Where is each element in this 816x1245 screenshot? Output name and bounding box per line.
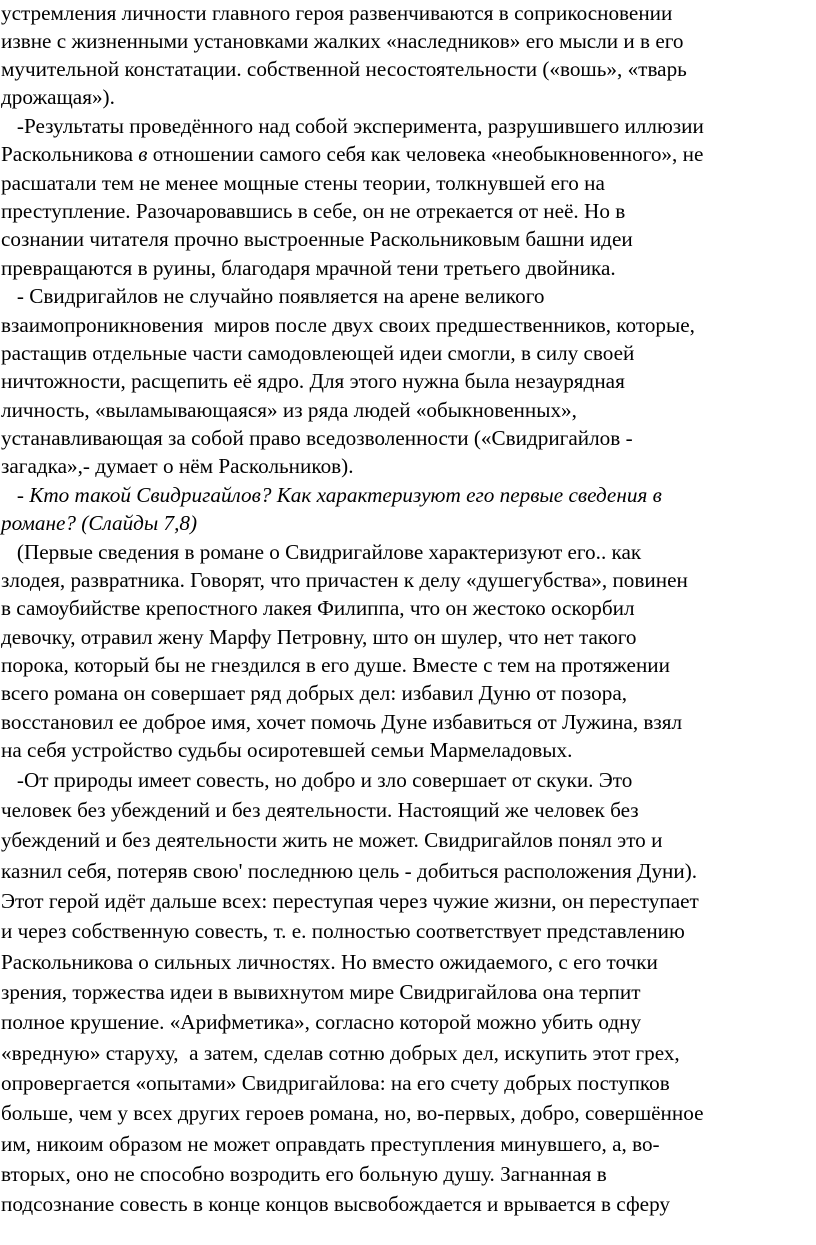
text-line: преступление. Разочаровавшись в себе, он не отрекается от неё. Но в — [1, 199, 626, 223]
text-line: извне с жизненными установками жалких «наследников» его мысли и в его — [1, 29, 684, 53]
text-line: полное крушение. «Арифметика», согласно которой можно убить одну — [1, 1010, 642, 1034]
italic-word: в — [138, 142, 148, 166]
text-line: - Свидригайлов не случайно появляется на арене великого — [1, 284, 545, 308]
italic-question: Кто такой Свидригайлов? Как характеризуют его первые сведения в — [29, 483, 662, 507]
text-line: злодея, развратника. Говорят, что причастен к делу «душегубства», повинен — [1, 568, 688, 592]
text-line: -Результаты проведённого над собой эксперимента, разрушившего иллюзии — [1, 114, 704, 138]
text-line: загадка»,- думает о нём Раскольников). — [1, 454, 354, 478]
text-line: сознании читателя прочно выстроенные Раскольниковым башни идеи — [1, 227, 633, 251]
text-line: зрения, торжества идеи в вывихнутом мире Свидригайлова она терпит — [1, 980, 641, 1004]
text-line: личность, «выламывающаяся» из ряда людей «обыкновенных», — [1, 398, 577, 422]
text-line: порока, который бы не гнездился в его душе. Вместе с тем на протяжении — [1, 653, 670, 677]
question-line: романе? (Слайды 7,8) — [1, 511, 198, 535]
text-span: - — [1, 483, 30, 507]
text-line — [1, 140, 703, 168]
text-line: подсознание совесть в конце концов высвобождается и врывается в сферу — [1, 1192, 670, 1216]
text-line: взаимопроникновения миров после двух своих предшественников, которые, — [1, 313, 695, 337]
question-line — [1, 481, 662, 509]
text-span: Раскольникова — [1, 142, 133, 166]
text-line: дрожащая»). — [1, 85, 115, 109]
text-line: убеждений и без деятельности жить не может. Свидригайлов понял это и — [1, 828, 663, 852]
text-line: опровергается «опытами» Свидригайлова: на его счету добрых поступков — [1, 1071, 670, 1095]
text-line: Раскольникова о сильных личностях. Но вместо ожидаемого, с его точки — [1, 950, 658, 974]
text-line: девочку, отравил жену Марфу Петровну, што он шулер, что нет такого — [1, 625, 637, 649]
text-line: ничтожности, расщепить её ядро. Для этого нужна была незаурядная — [1, 369, 625, 393]
text-line: устанавливающая за собой право вседозволенности («Свидригайлов - — [1, 426, 633, 450]
text-line: казнил себя, потеряв свою' последнюю цель - добиться расположения Дуни). — [1, 859, 698, 883]
text-line: Этот герой идёт дальше всех: переступая через чужие жизни, он переступает — [1, 889, 699, 913]
text-line: и через собственную совесть, т. е. полностью соответствует представлению — [1, 919, 685, 943]
text-line: человек без убеждений и без деятельности. Настоящий же человек без — [1, 798, 639, 822]
text-line: -От природы имеет совесть, но добро и зло совершает от скуки. Это — [1, 768, 633, 792]
text-line: расшатали тем не менее мощные стены теории, толкнувшей его на — [1, 171, 605, 195]
text-line: больше, чем у всех других героев романа, но, во-первых, добро, совершённое — [1, 1101, 704, 1125]
text-line: устремления личности главного героя развенчиваются в соприкосновении — [1, 1, 673, 25]
text-line: (Первые сведения в романе о Свидригайлове характеризуют его.. как — [1, 540, 642, 564]
text-line: на себя устройство судьбы осиротевшей семьи Мармеладовых. — [1, 738, 573, 762]
text-line: мучительной констатации. собственной несостоятельности («вошь», «тварь — [1, 57, 687, 81]
text-line: «вредную» старуху, а затем, сделав сотню добрых дел, искупить этот грех, — [1, 1041, 680, 1065]
text-line: растащив отдельные части самодовлеющей идеи смогли, в силу своей — [1, 341, 635, 365]
text-line: всего романа он совершает ряд добрых дел: избавил Дуню от позора, — [1, 681, 628, 705]
text-line: восстановил ее доброе имя, хочет помочь Дуне избавиться от Лужина, взял — [1, 710, 683, 734]
text-line: вторых, оно не способно возродить его больную душу. Загнанная в — [1, 1162, 607, 1186]
text-span: отношении самого себя как человека «необыкновенного», не — [147, 142, 704, 166]
text-line: в самоубийстве крепостного лакея Филиппа, что он жестоко оскорбил — [1, 596, 635, 620]
text-line: превращаются в руины, благодаря мрачной тени третьего двойника. — [1, 256, 616, 280]
text-line: им, никоим образом не может оправдать преступления минувшего, а, во- — [1, 1132, 660, 1156]
